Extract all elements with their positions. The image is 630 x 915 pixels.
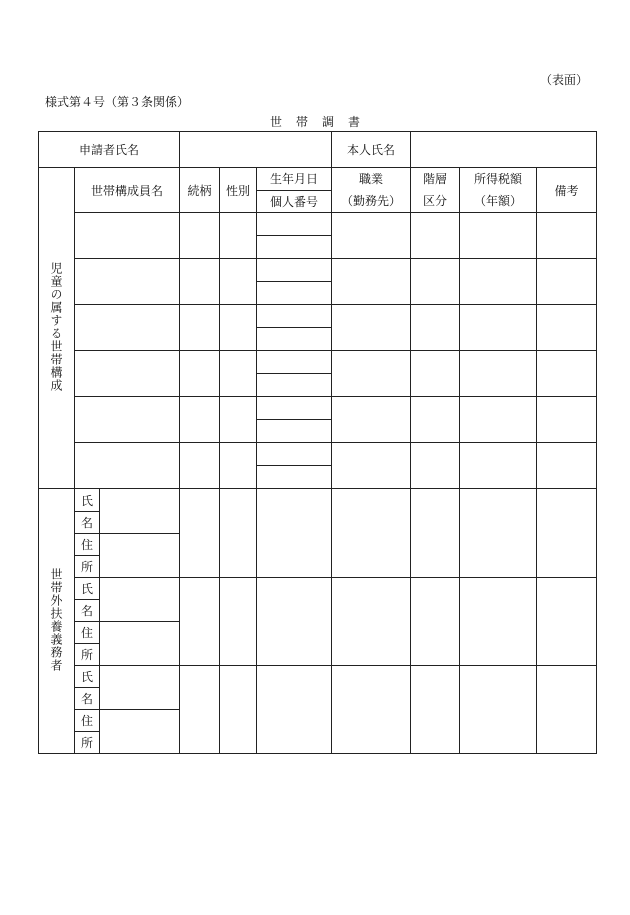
member-name-cell[interactable] bbox=[75, 213, 180, 259]
name-char-label: 名 bbox=[75, 600, 100, 622]
remarks-cell[interactable] bbox=[537, 351, 597, 397]
header-occupation-line1: 職業 bbox=[359, 172, 384, 186]
tier-cell[interactable] bbox=[411, 213, 460, 259]
supporter-tier-cell[interactable] bbox=[411, 666, 460, 754]
birthdate-cell[interactable] bbox=[257, 213, 332, 236]
gender-cell[interactable] bbox=[220, 397, 257, 443]
member-row bbox=[39, 259, 597, 282]
supporter-name-field[interactable] bbox=[100, 489, 180, 534]
name-char-label: 氏 bbox=[75, 666, 100, 688]
section-child-household bbox=[39, 168, 75, 489]
header-remarks: 備考 bbox=[537, 168, 597, 213]
tier-cell[interactable] bbox=[411, 305, 460, 351]
member-row bbox=[39, 443, 597, 466]
occupation-cell[interactable] bbox=[332, 443, 411, 489]
name-char-label: 名 bbox=[75, 512, 100, 534]
address-char-label: 住 bbox=[75, 534, 100, 556]
supporter-income-tax-cell[interactable] bbox=[460, 489, 537, 578]
header-personal-number: 個人番号 bbox=[257, 190, 332, 213]
page-side-label: （表面） bbox=[540, 73, 589, 87]
member-name-cell[interactable] bbox=[75, 259, 180, 305]
tier-cell[interactable] bbox=[411, 397, 460, 443]
income-tax-cell[interactable] bbox=[460, 259, 537, 305]
supporter-occupation-cell[interactable] bbox=[332, 578, 411, 666]
relationship-cell[interactable] bbox=[180, 305, 220, 351]
occupation-cell[interactable] bbox=[332, 213, 411, 259]
self-name-field[interactable] bbox=[411, 132, 597, 168]
title-char: 調 bbox=[322, 115, 335, 129]
supporter-address-field[interactable] bbox=[100, 534, 180, 578]
occupation-cell[interactable] bbox=[332, 305, 411, 351]
self-name-label: 本人氏名 bbox=[332, 132, 411, 168]
name-char-label: 氏 bbox=[75, 578, 100, 600]
supporter-occupation-cell[interactable] bbox=[332, 489, 411, 578]
tier-cell[interactable] bbox=[411, 443, 460, 489]
supporter-relationship-cell[interactable] bbox=[180, 666, 220, 754]
title-char: 帯 bbox=[296, 115, 309, 129]
remarks-cell[interactable] bbox=[537, 213, 597, 259]
birthdate-cell[interactable] bbox=[257, 443, 332, 466]
income-tax-cell[interactable] bbox=[460, 213, 537, 259]
supporter-remarks-cell[interactable] bbox=[537, 489, 597, 578]
personal-number-cell[interactable] bbox=[257, 236, 332, 259]
income-tax-cell[interactable] bbox=[460, 305, 537, 351]
supporter-birthdate-cell[interactable] bbox=[257, 489, 332, 578]
title-char: 書 bbox=[348, 115, 361, 129]
relationship-cell[interactable] bbox=[180, 259, 220, 305]
supporter-income-tax-cell[interactable] bbox=[460, 666, 537, 754]
remarks-cell[interactable] bbox=[537, 443, 597, 489]
address-char-label: 住 bbox=[75, 710, 100, 732]
header-member-name: 世帯構成員名 bbox=[75, 168, 180, 213]
personal-number-cell[interactable] bbox=[257, 420, 332, 443]
supporter-gender-cell[interactable] bbox=[220, 489, 257, 578]
name-char-label: 氏 bbox=[75, 489, 100, 512]
header-gender: 性別 bbox=[220, 168, 257, 213]
address-char-label: 所 bbox=[75, 556, 100, 578]
income-tax-cell[interactable] bbox=[460, 397, 537, 443]
header-occupation-line2: （勤務先） bbox=[341, 194, 402, 208]
section-outside-supporters bbox=[39, 489, 75, 754]
personal-number-cell[interactable] bbox=[257, 282, 332, 305]
form-number: 様式第４号（第３条関係） bbox=[45, 95, 190, 109]
occupation-cell[interactable] bbox=[332, 397, 411, 443]
supporter-address-field[interactable] bbox=[100, 622, 180, 666]
gender-cell[interactable] bbox=[220, 443, 257, 489]
supporter-birthdate-cell[interactable] bbox=[257, 578, 332, 666]
supporter-tier-cell[interactable] bbox=[411, 578, 460, 666]
member-row bbox=[39, 305, 597, 328]
supporter-tier-cell[interactable] bbox=[411, 489, 460, 578]
relationship-cell[interactable] bbox=[180, 351, 220, 397]
gender-cell[interactable] bbox=[220, 213, 257, 259]
header-income-tax-line2: （年額） bbox=[474, 194, 523, 208]
relationship-cell[interactable] bbox=[180, 213, 220, 259]
member-name-cell[interactable] bbox=[75, 351, 180, 397]
tier-cell[interactable] bbox=[411, 351, 460, 397]
address-char-label: 所 bbox=[75, 732, 100, 754]
personal-number-cell[interactable] bbox=[257, 374, 332, 397]
birthdate-cell[interactable] bbox=[257, 259, 332, 282]
personal-number-cell[interactable] bbox=[257, 466, 332, 489]
section-child-household-label: 児童の属する世帯構成 bbox=[49, 261, 63, 392]
header-tier-line1: 階層 bbox=[423, 172, 448, 186]
member-name-cell[interactable] bbox=[75, 397, 180, 443]
remarks-cell[interactable] bbox=[537, 259, 597, 305]
supporter-remarks-cell[interactable] bbox=[537, 666, 597, 754]
occupation-cell[interactable] bbox=[332, 351, 411, 397]
supporter-occupation-cell[interactable] bbox=[332, 666, 411, 754]
supporter-name-field[interactable] bbox=[100, 578, 180, 622]
section-outside-supporters-label: 世帯外扶養義務者 bbox=[49, 567, 63, 672]
address-char-label: 所 bbox=[75, 644, 100, 666]
header-tier bbox=[411, 168, 460, 213]
name-char-label: 名 bbox=[75, 688, 100, 710]
supporter-gender-cell[interactable] bbox=[220, 666, 257, 754]
supporter-income-tax-cell[interactable] bbox=[460, 578, 537, 666]
member-row bbox=[39, 351, 597, 374]
occupation-cell[interactable] bbox=[332, 259, 411, 305]
member-name-cell[interactable] bbox=[75, 305, 180, 351]
document-title bbox=[270, 113, 374, 130]
supporter-name-field[interactable] bbox=[100, 666, 180, 710]
household-form-table bbox=[38, 131, 597, 754]
personal-number-cell[interactable] bbox=[257, 328, 332, 351]
supporter-relationship-cell[interactable] bbox=[180, 489, 220, 578]
address-char-label: 住 bbox=[75, 622, 100, 644]
header-income-tax bbox=[460, 168, 537, 213]
birthdate-cell[interactable] bbox=[257, 351, 332, 374]
birthdate-cell[interactable] bbox=[257, 397, 332, 420]
applicant-name-label: 申請者氏名 bbox=[39, 132, 180, 168]
gender-cell[interactable] bbox=[220, 259, 257, 305]
header-tier-line2: 区分 bbox=[423, 194, 448, 208]
member-row bbox=[39, 213, 597, 236]
birthdate-cell[interactable] bbox=[257, 305, 332, 328]
member-name-cell[interactable] bbox=[75, 443, 180, 489]
header-occupation bbox=[332, 168, 411, 213]
gender-cell[interactable] bbox=[220, 305, 257, 351]
supporter-relationship-cell[interactable] bbox=[180, 578, 220, 666]
supporter-gender-cell[interactable] bbox=[220, 578, 257, 666]
header-relationship: 続柄 bbox=[180, 168, 220, 213]
applicant-name-field[interactable] bbox=[180, 132, 332, 168]
relationship-cell[interactable] bbox=[180, 397, 220, 443]
header-income-tax-line1: 所得税額 bbox=[474, 172, 523, 186]
gender-cell[interactable] bbox=[220, 351, 257, 397]
income-tax-cell[interactable] bbox=[460, 443, 537, 489]
supporter-address-field[interactable] bbox=[100, 710, 180, 754]
remarks-cell[interactable] bbox=[537, 305, 597, 351]
title-char: 世 bbox=[270, 115, 283, 129]
tier-cell[interactable] bbox=[411, 259, 460, 305]
member-row bbox=[39, 397, 597, 420]
income-tax-cell[interactable] bbox=[460, 351, 537, 397]
supporter-birthdate-cell[interactable] bbox=[257, 666, 332, 754]
header-birthdate: 生年月日 bbox=[257, 168, 332, 191]
relationship-cell[interactable] bbox=[180, 443, 220, 489]
remarks-cell[interactable] bbox=[537, 397, 597, 443]
supporter-remarks-cell[interactable] bbox=[537, 578, 597, 666]
